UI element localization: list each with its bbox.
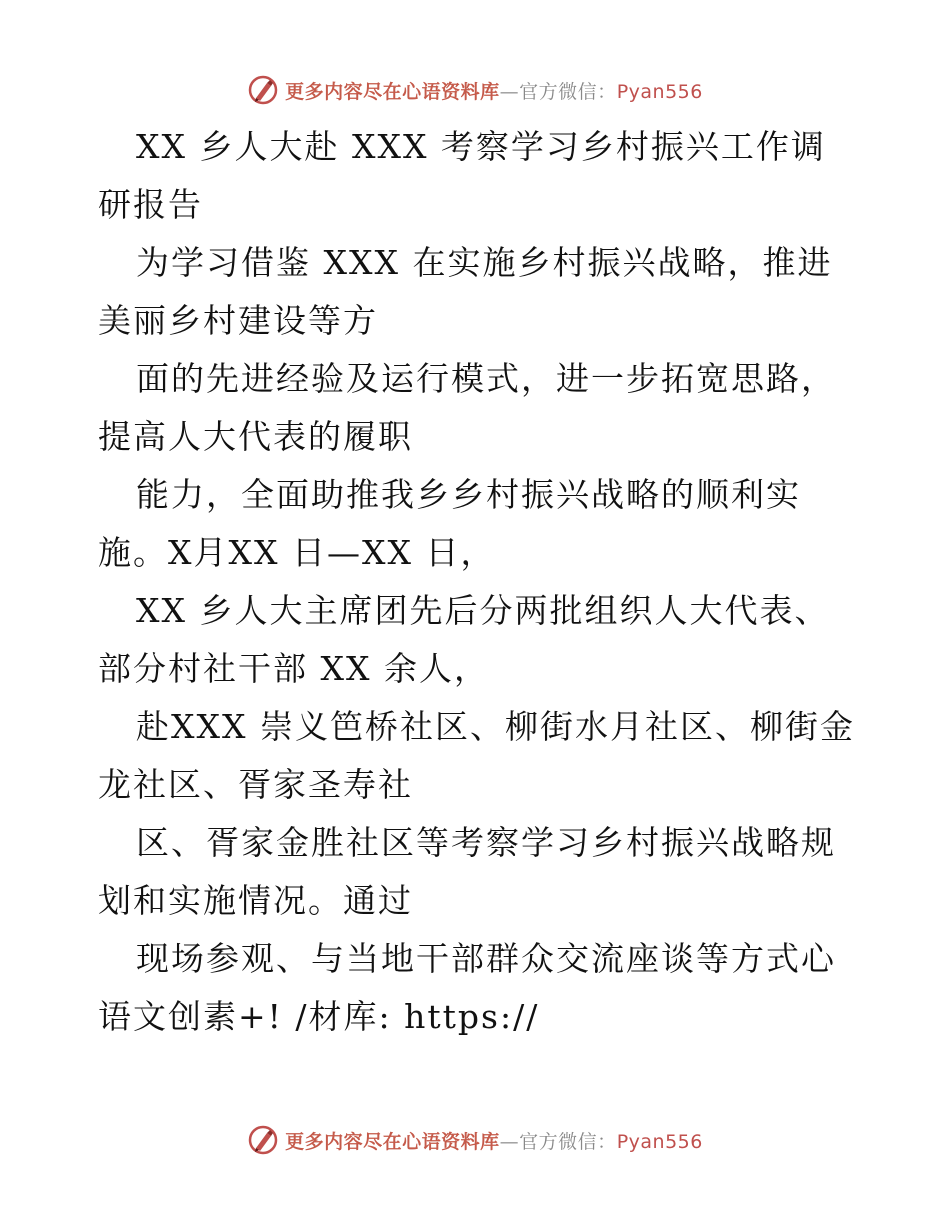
footer-banner — [0, 1120, 950, 1160]
paragraph: XX 乡人大主席团先后分两批组织人大代表、部分村社干部 XX 余人， — [98, 591, 830, 688]
paragraph: 能力，全面助推我乡乡村振兴战略的顺利实施。X月XX 日—XX 日， — [98, 475, 801, 572]
paragraph: 区、胥家金胜社区等考察学习乡村振兴战略规划和实施情况。通过 — [98, 823, 836, 920]
pen-logo-icon — [247, 74, 279, 106]
banner-content — [247, 74, 703, 106]
paragraph: 赴XXX 崇义笆桥社区、柳街水月社区、柳街金龙社区、胥家圣寿社 — [98, 707, 855, 804]
banner-separator: — — [499, 80, 520, 103]
wechat-label: 官方微信： — [519, 80, 617, 103]
header-banner — [0, 70, 950, 110]
wechat-id: Pyan556 — [616, 1130, 703, 1153]
banner-separator: — — [499, 1130, 520, 1153]
banner-text — [285, 1127, 703, 1154]
brand-text: 更多内容尽在心语资料库 — [285, 80, 500, 103]
banner-text — [285, 77, 703, 104]
document-body — [98, 118, 858, 1046]
banner-content — [247, 1124, 703, 1156]
paragraph: 面的先进经验及运行模式，进一步拓宽思路，提高人大代表的履职 — [98, 359, 836, 456]
document-title: XX 乡人大赴 XXX 考察学习乡村振兴工作调研报告 — [98, 127, 826, 224]
paragraph: 现场参观、与当地干部群众交流座谈等方式心语文创素+! /材库: https:// — [98, 939, 836, 1036]
wechat-label: 官方微信： — [519, 1130, 617, 1153]
brand-text: 更多内容尽在心语资料库 — [285, 1130, 500, 1153]
wechat-id: Pyan556 — [616, 80, 703, 103]
paragraph: 为学习借鉴 XXX 在实施乡村振兴战略，推进美丽乡村建设等方 — [98, 243, 833, 340]
pen-logo-icon — [247, 1124, 279, 1156]
